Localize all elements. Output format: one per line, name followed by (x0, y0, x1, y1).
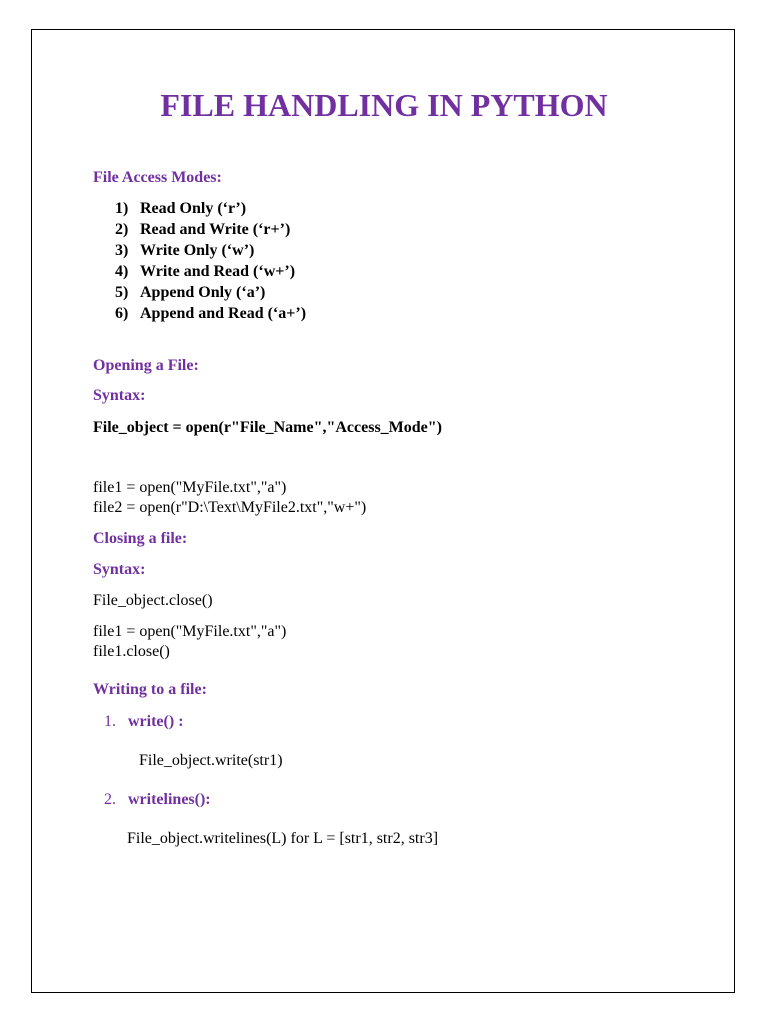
list-item (115, 219, 306, 240)
list-item-label: writelines(): (128, 791, 211, 808)
opening-example-line-2: file2 = open(r"D:\Text\MyFile2.txt","w+") (93, 499, 367, 516)
opening-example-line-1: file1 = open("MyFile.txt","a") (93, 479, 287, 496)
access-modes-list (115, 198, 306, 324)
list-item-number: 2) (115, 221, 129, 238)
closing-example-line-1: file1 = open("MyFile.txt","a") (93, 623, 287, 640)
list-item-number: 3) (115, 242, 129, 259)
list-item-label: Read Only (‘r’) (140, 200, 247, 217)
list-item-label: Append and Read (‘a+’) (140, 305, 307, 322)
write-code-example: File_object.write(str1) (139, 752, 283, 769)
list-item-number: 1. (104, 713, 116, 730)
access-modes-heading: File Access Modes: (93, 169, 222, 186)
writelines-code-example: File_object.writelines(L) for L = [str1, str2, str3] (127, 830, 439, 847)
list-item-label: Append Only (‘a’) (140, 284, 266, 301)
list-item-label: Read and Write (‘r+’) (140, 221, 291, 238)
closing-example-line-2: file1.close() (93, 643, 170, 660)
opening-syntax-label: Syntax: (93, 387, 146, 404)
list-item (115, 282, 306, 303)
opening-syntax: File_object = open(r"File_Name","Access_Mode") (93, 419, 442, 436)
closing-syntax: File_object.close() (93, 592, 213, 609)
list-item-number: 2. (104, 791, 116, 808)
list-item-number: 6) (115, 305, 129, 322)
list-item-label: Write and Read (‘w+’) (140, 263, 296, 280)
page-title: FILE HANDLING IN PYTHON (160, 87, 608, 123)
closing-syntax-label: Syntax: (93, 561, 146, 578)
list-item (115, 303, 306, 324)
writing-heading: Writing to a file: (93, 681, 207, 698)
list-item-number: 5) (115, 284, 129, 301)
list-item (115, 198, 306, 219)
opening-heading: Opening a File: (93, 357, 199, 374)
list-item-label: Write Only (‘w’) (140, 242, 255, 259)
writing-item-writelines (104, 790, 211, 810)
list-item (115, 261, 306, 282)
writing-item-write (104, 712, 184, 732)
list-item-number: 4) (115, 263, 129, 280)
closing-heading: Closing a file: (93, 530, 188, 547)
list-item-label: write() : (128, 713, 184, 730)
list-item-number: 1) (115, 200, 129, 217)
list-item (115, 240, 306, 261)
